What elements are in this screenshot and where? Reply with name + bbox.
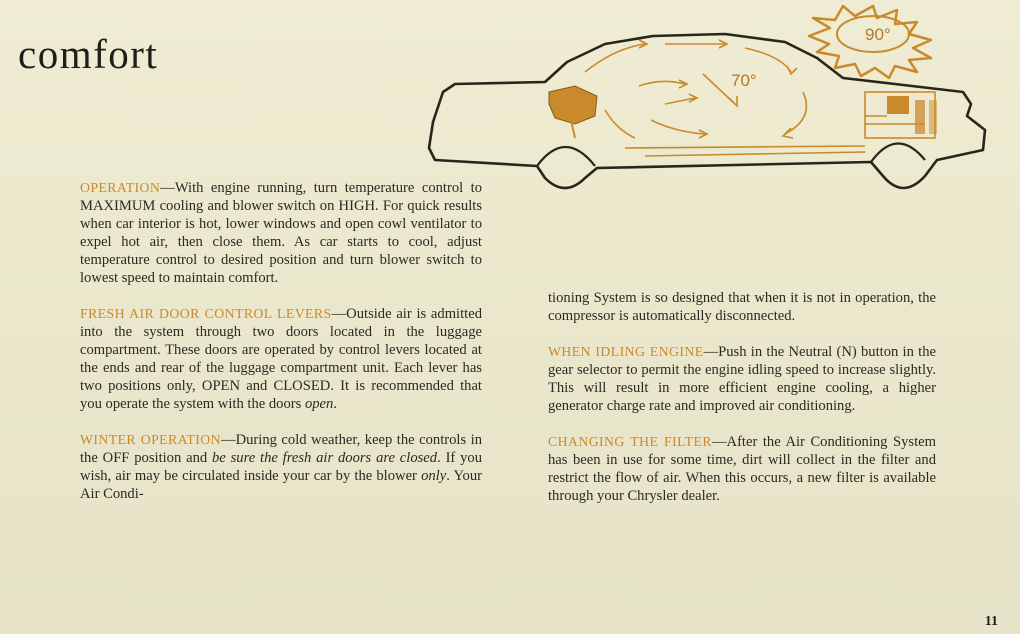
fresh-air-heading: FRESH AIR DOOR CONTROL LEVERS <box>80 306 332 321</box>
idling-paragraph <box>548 343 936 415</box>
car-airflow-illustration <box>425 0 995 200</box>
luggage-compartment-unit-icon <box>865 92 937 138</box>
airflow-arrows <box>585 40 865 156</box>
right-column <box>548 289 936 523</box>
winter-emphasis-doors: be sure the fresh air doors are closed <box>212 450 438 466</box>
outside-temp-label: 90° <box>865 25 891 44</box>
fresh-air-text-end: . <box>333 396 337 412</box>
operation-text: —With engine running, turn temperature control to MAXIMUM cooling and blower switch on HIGH. For quick results when car interior is hot, lower windows and open cowl ventilator to expel hot air, then close them. As car starts to cool, adjust temperature control to desired position and turn blower switch to lowest speed to maintain comfort. <box>80 180 482 286</box>
inside-temp-label: 70° <box>731 71 757 90</box>
filter-text: —After the Air Conditioning System has been in use for some time, dirt will collect in the filter and restrict the flow of air. When this occurs, a new filter is available through your Chrysler dealer. <box>548 434 936 504</box>
fresh-air-emphasis: open <box>304 396 334 412</box>
winter-heading: WINTER OPERATION <box>80 432 221 447</box>
left-column <box>80 179 482 521</box>
fresh-air-paragraph <box>80 305 482 413</box>
page-title: comfort <box>18 31 159 77</box>
filter-heading: CHANGING THE FILTER <box>548 434 712 449</box>
continuation-paragraph: tioning System is so designed that when it is not in operation, the compressor is automatically disconnected. <box>548 290 936 324</box>
operation-heading: OPERATION <box>80 180 161 195</box>
fresh-air-text: —Outside air is admitted into the system through two doors located in the luggage compartment. These doors are operated by control levers located at the ends and rear of the luggage compartment unit. Each lever has two positions only, OPEN and CLOSED. It is recommended that you operate the system with the doors <box>80 306 482 412</box>
idling-heading: WHEN IDLING ENGINE <box>548 344 704 359</box>
filter-paragraph <box>548 433 936 505</box>
blower-unit-icon <box>549 86 597 138</box>
operation-paragraph <box>80 179 482 287</box>
winter-emphasis-only: only <box>421 468 447 484</box>
winter-text-middle: . If you wish, air may be circulated inside your car by the blower <box>80 450 483 484</box>
winter-text: —During cold weather, keep the controls in the OFF position and <box>80 432 482 466</box>
page-number: 11 <box>984 614 998 629</box>
idling-text: —Push in the Neutral (N) button in the gear selector to permit the engine idling speed to increase slightly. This will result in more efficient engine cooling, a higher generator charge rate and improved air conditioning. <box>548 344 936 414</box>
winter-paragraph <box>80 431 482 503</box>
winter-text-end: . Your Air Condi- <box>80 468 482 502</box>
